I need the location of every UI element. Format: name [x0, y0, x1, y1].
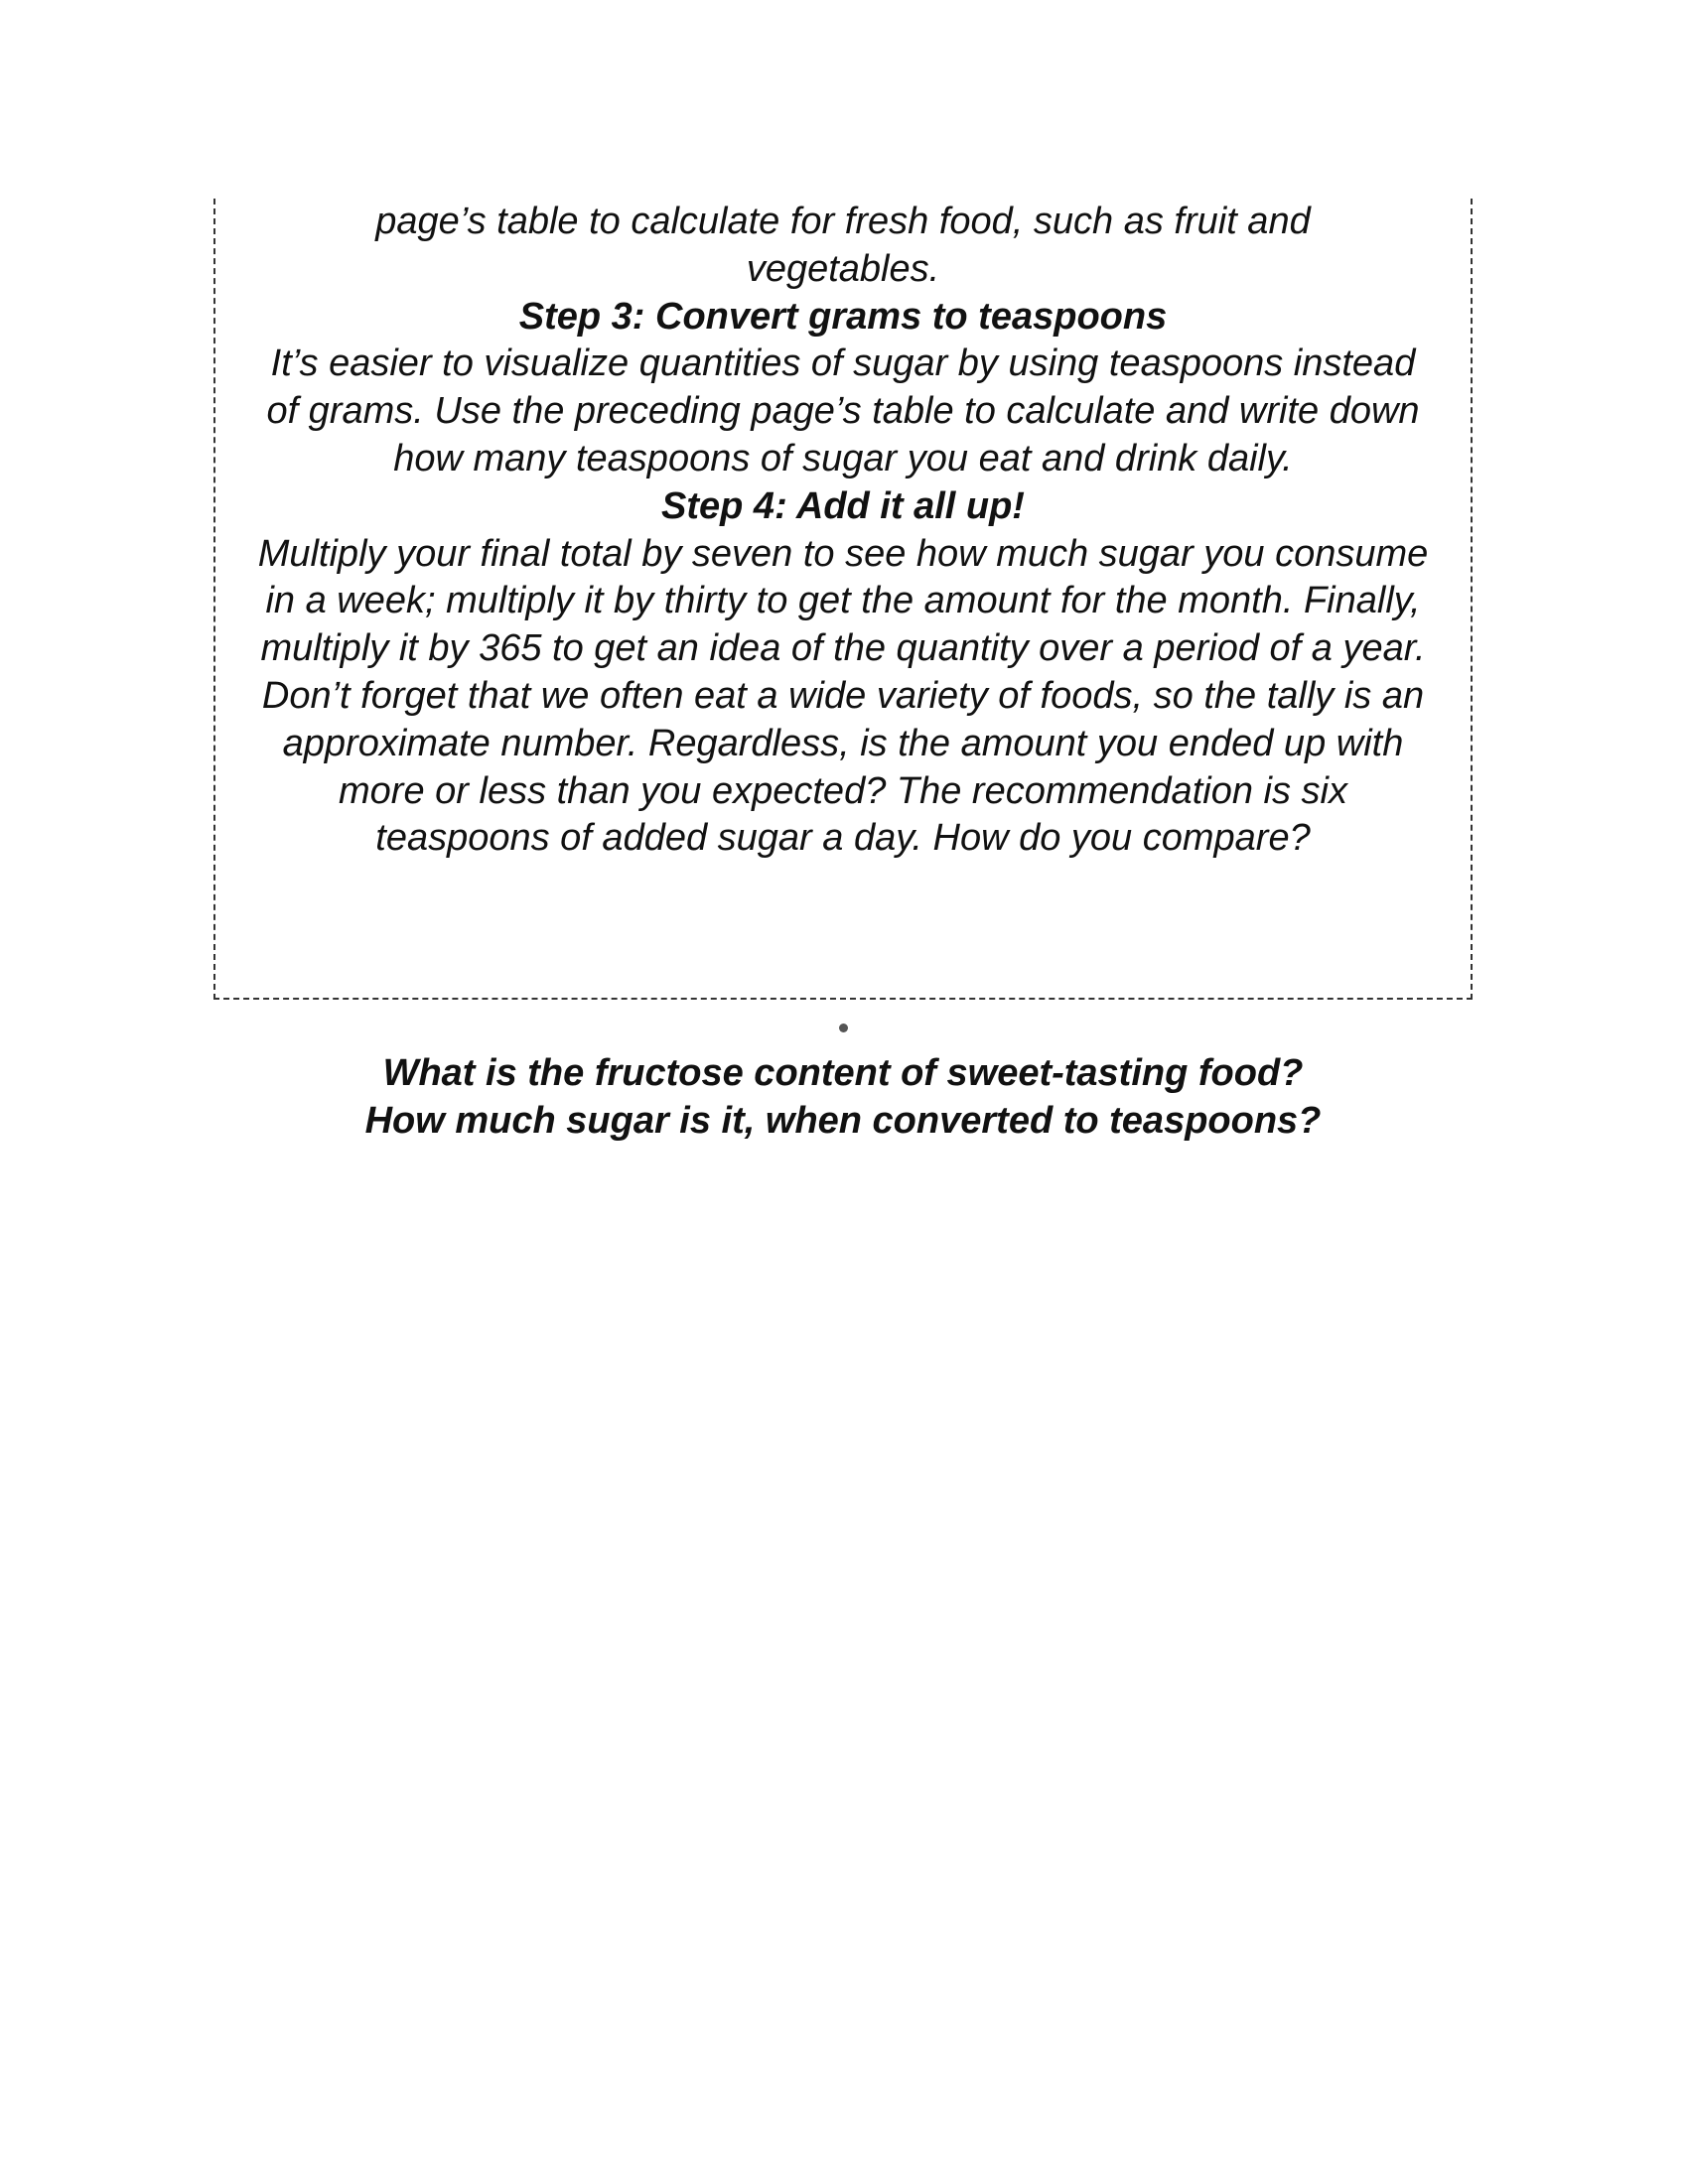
question-teaspoons: How much sugar is it, when converted to teaspoons?: [364, 1099, 1322, 1142]
intro-paragraph: page’s table to calculate for fresh food, such as fruit and vegetables.: [375, 201, 1311, 290]
bullet-dot-icon: [839, 1024, 848, 1032]
step-4-body: Multiply your final total by seven to see how much sugar you consume in a week; multiply it by thirty to get the amount for the month. Finally, multiply it by 365 to get an idea of the quantity over a period of a year. Don’t forget that we often eat a wide variety of foods, so the tally is an approximate number. Regardless, is the amount you ended up with more or less than you expected? The recommendation is six teaspoons of added sugar a day. How do you compare?: [257, 532, 1429, 860]
instructions-text: [215, 199, 1471, 863]
questions-block: [213, 1050, 1473, 1146]
step-3-heading: Step 3: Convert grams to teaspoons: [518, 295, 1168, 338]
step-3-body: It’s easier to visualize quantities of sugar by using teaspoons instead of grams. Use the preceding page’s table to calculate and write down how many teaspoons of sugar you eat and drink daily.: [266, 342, 1420, 479]
instructions-box: [213, 199, 1473, 1000]
step-4-heading: Step 4: Add it all up!: [661, 484, 1025, 527]
question-fructose: What is the fructose content of sweet-tasting food?: [382, 1052, 1304, 1094]
